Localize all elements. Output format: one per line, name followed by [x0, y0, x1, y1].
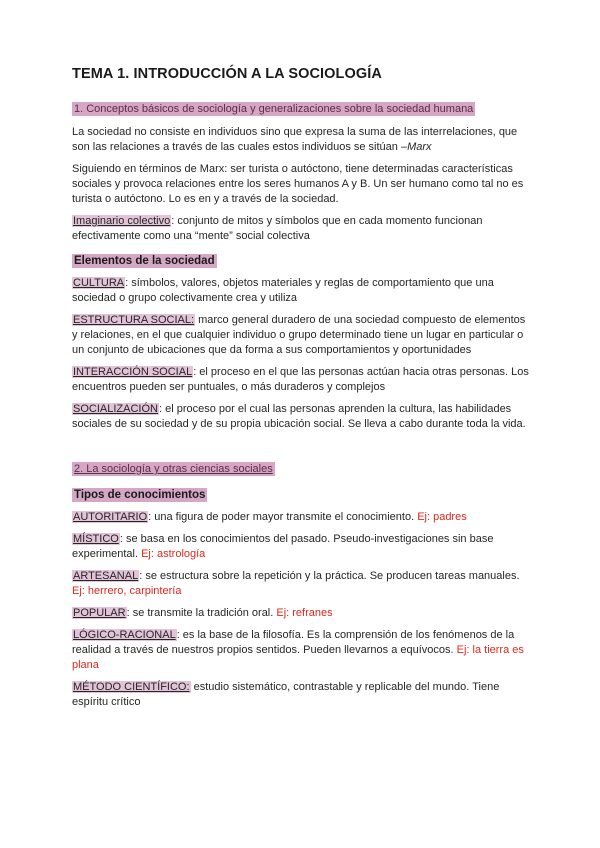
paragraph-imaginario — [72, 214, 532, 244]
definition-text: : conjunto de mitos y símbolos que en cada momento funcionan efectivamente como una “mente” social colectiva — [72, 215, 483, 242]
definition-text: : el proceso por el cual las personas aprenden la cultura, las habilidades sociales de su sociedad y de su propia ubicación social. Se lleva a cabo durante toda la vida. — [72, 403, 526, 430]
definition-text: : símbolos, valores, objetos materiales y reglas de comportamiento que una sociedad o grupo colectivamente crea y utiliza — [72, 277, 494, 304]
definition-text: marco general duradero de una sociedad compuesto de elementos y relaciones, en el que cualquier individuo o grupo determinado tiene un lugar en particular o un conjunto de ubicaciones que da forma a sus comportamientos y oportunidades — [72, 314, 526, 356]
citation-marx: –Marx — [400, 141, 432, 153]
definition-text: : se basa en los conocimientos del pasado. Pseudo-investigaciones sin base experimental. — [72, 533, 494, 560]
term-mistico: MÍSTICO — [73, 533, 119, 545]
element-cultura — [72, 276, 532, 306]
types-heading: Tipos de conocimientos — [74, 489, 206, 501]
term-socializacion: SOCIALIZACIÓN — [73, 403, 158, 415]
section-2-heading: 2. La sociología y otras ciencias sociales — [74, 463, 273, 475]
definition-text: : una figura de poder mayor transmite el conocimiento. — [148, 511, 418, 523]
element-estructura-social — [72, 313, 532, 358]
term-popular: POPULAR — [73, 607, 126, 619]
term-estructura-social: ESTRUCTURA SOCIAL: — [73, 314, 195, 326]
type-artesanal — [72, 569, 532, 599]
term-metodo-cientifico: MÉTODO CIENTÍFICO: — [73, 681, 190, 693]
paragraph-society-definition — [72, 125, 532, 155]
definition-text: : se estructura sobre la repetición y la práctica. Se producen tareas manuales. — [139, 570, 520, 582]
example-text: Ej: refranes — [276, 607, 333, 619]
example-text: Ej: la tierra es plana — [72, 644, 524, 671]
type-metodo-cientifico — [72, 680, 532, 710]
type-autoritario — [72, 510, 532, 525]
type-popular — [72, 606, 532, 621]
section-1-heading: 1. Conceptos básicos de sociología y generalizaciones sobre la sociedad humana — [74, 103, 474, 115]
term-logico-racional: LÓGICO-RACIONAL — [73, 629, 176, 641]
term-artesanal: ARTESANAL — [73, 570, 139, 582]
definition-text: : el proceso en el que las personas actúan hacia otras personas. Los encuentros pueden ser puntuales, o más duraderos y complejos — [72, 366, 529, 393]
term-cultura: CULTURA — [73, 277, 125, 289]
element-interaccion-social — [72, 365, 532, 395]
type-mistico — [72, 532, 532, 562]
paragraph-marx: Siguiendo en términos de Marx: ser turista o autóctono, tiene determinadas características sociales y provoca relaciones entre los seres humanos A y B. Un ser humano como tal no es turista o autóctono. Lo es en y a través de la sociedad. — [72, 163, 524, 205]
elements-heading: Elementos de la sociedad — [74, 255, 215, 267]
example-text: Ej: padres — [417, 511, 467, 523]
document-content — [72, 66, 532, 717]
example-text: Ej: herrero, carpintería — [72, 585, 182, 597]
term-imaginario-colectivo: Imaginario colectivo — [73, 215, 171, 227]
definition-text: : se transmite la tradición oral. — [126, 607, 277, 619]
definition-text: : es la base de la filosofía. Es la comprensión de los fenómenos de la realidad a través de nuestros propios sentidos. Pueden llevarnos a equívocos. — [72, 629, 515, 656]
term-interaccion-social: INTERACCIÓN SOCIAL — [73, 366, 193, 378]
example-text: Ej: astrología — [141, 548, 206, 560]
page-title: TEMA 1. INTRODUCCIÓN A LA SOCIOLOGÍA — [72, 66, 382, 82]
type-logico-racional — [72, 628, 532, 673]
paragraph-text: La sociedad no consiste en individuos sino que expresa la suma de las interrelaciones, que son las relaciones a través de las cuales estos individuos se sitúan — [72, 126, 518, 153]
definition-text: estudio sistemático, contrastable y replicable del mundo. Tiene espíritu crítico — [72, 681, 500, 708]
element-socializacion — [72, 402, 532, 432]
term-autoritario: AUTORITARIO — [73, 511, 148, 523]
section-spacer — [72, 439, 532, 459]
